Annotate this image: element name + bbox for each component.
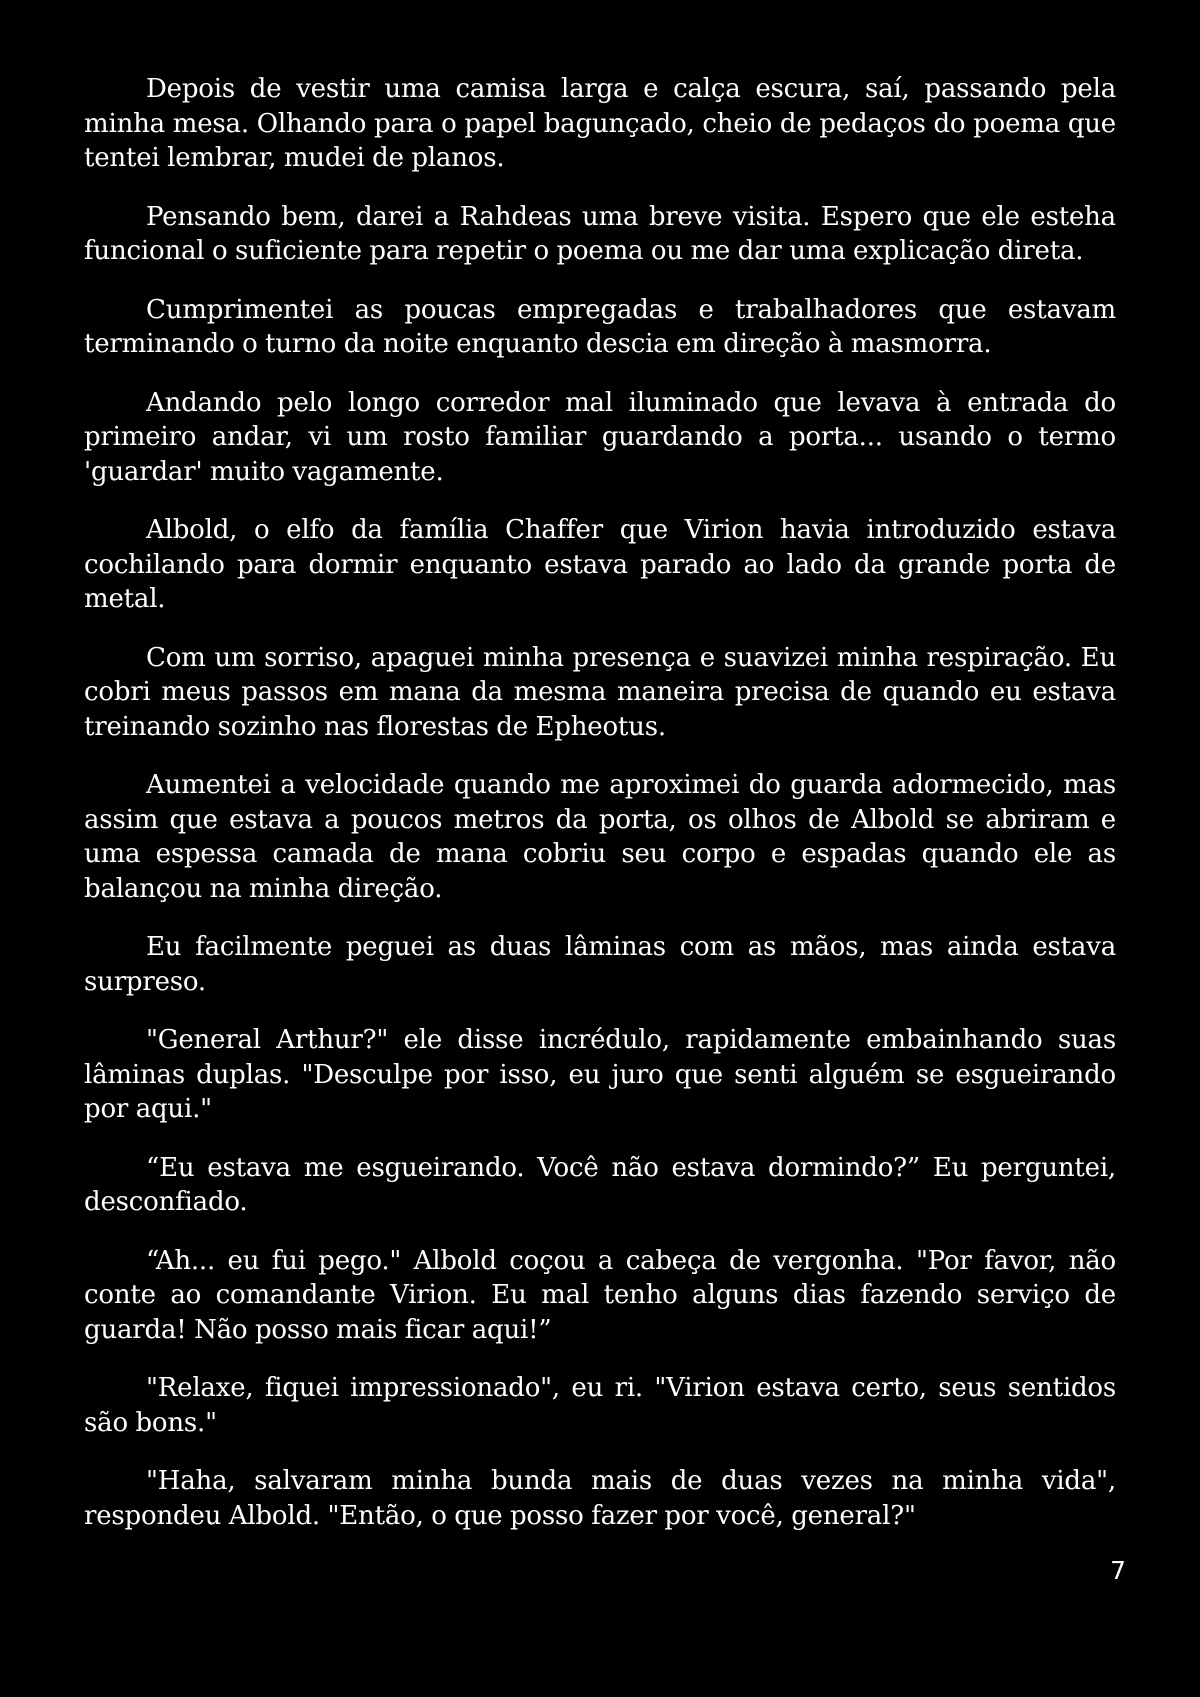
- page-number: 7: [1110, 1556, 1126, 1585]
- paragraph-10: “Eu estava me esgueirando. Você não estava dormindo?” Eu perguntei, desconfiado.: [84, 1152, 1116, 1217]
- paragraph-7: Aumentei a velocidade quando me aproximei do guarda adormecido, mas assim que estava a poucos metros da porta, os olhos de Albold se abriram e uma espessa camada de mana cobriu seu corpo e espadas quando ele as balançou na minha direção.: [84, 770, 1116, 904]
- paragraph-8: Eu facilmente peguei as duas lâminas com as mãos, mas ainda estava surpreso.: [84, 932, 1116, 997]
- paragraph-12: "Relaxe, fiquei impressionado", eu ri. "Virion estava certo, seus sentidos são bons.": [84, 1373, 1116, 1438]
- paragraph-11: “Ah... eu fui pego." Albold coçou a cabeça de vergonha. "Por favor, não conte ao comandante Virion. Eu mal tenho alguns dias fazendo serviço de guarda! Não posso mais ficar aqui!”: [84, 1245, 1116, 1345]
- paragraph-4: Andando pelo longo corredor mal iluminado que levava à entrada do primeiro andar, vi um rosto familiar guardando a porta... usando o termo 'guardar' muito vagamente.: [84, 387, 1116, 487]
- paragraph-3: Cumprimentei as poucas empregadas e trabalhadores que estavam terminando o turno da noite enquanto descia em direção à masmorra.: [84, 294, 1116, 359]
- page-body: [84, 72, 1116, 1557]
- paragraph-6: Com um sorriso, apaguei minha presença e suavizei minha respiração. Eu cobri meus passos em mana da mesma maneira precisa de quando eu estava treinando sozinho nas florestas de Epheotus.: [84, 642, 1116, 742]
- paragraph-1: Depois de vestir uma camisa larga e calça escura, saí, passando pela minha mesa. Olhando para o papel bagunçado, cheio de pedaços do poema que tentei lembrar, mudei de planos.: [84, 74, 1116, 173]
- paragraph-9: "General Arthur?" ele disse incrédulo, rapidamente embainhando suas lâminas duplas. "Desculpe por isso, eu juro que senti alguém se esgueirando por aqui.": [84, 1025, 1116, 1124]
- paragraph-13: "Haha, salvaram minha bunda mais de duas vezes na minha vida", respondeu Albold. "Então, o que posso fazer por você, general?": [84, 1466, 1116, 1531]
- paragraph-5: Albold, o elfo da família Chaffer que Virion havia introduzido estava cochilando para dormir enquanto estava parado ao lado da grande porta de metal.: [84, 515, 1116, 614]
- paragraph-2: Pensando bem, darei a Rahdeas uma breve visita. Espero que ele esteha funcional o suficiente para repetir o poema ou me dar uma explicação direta.: [84, 201, 1116, 266]
